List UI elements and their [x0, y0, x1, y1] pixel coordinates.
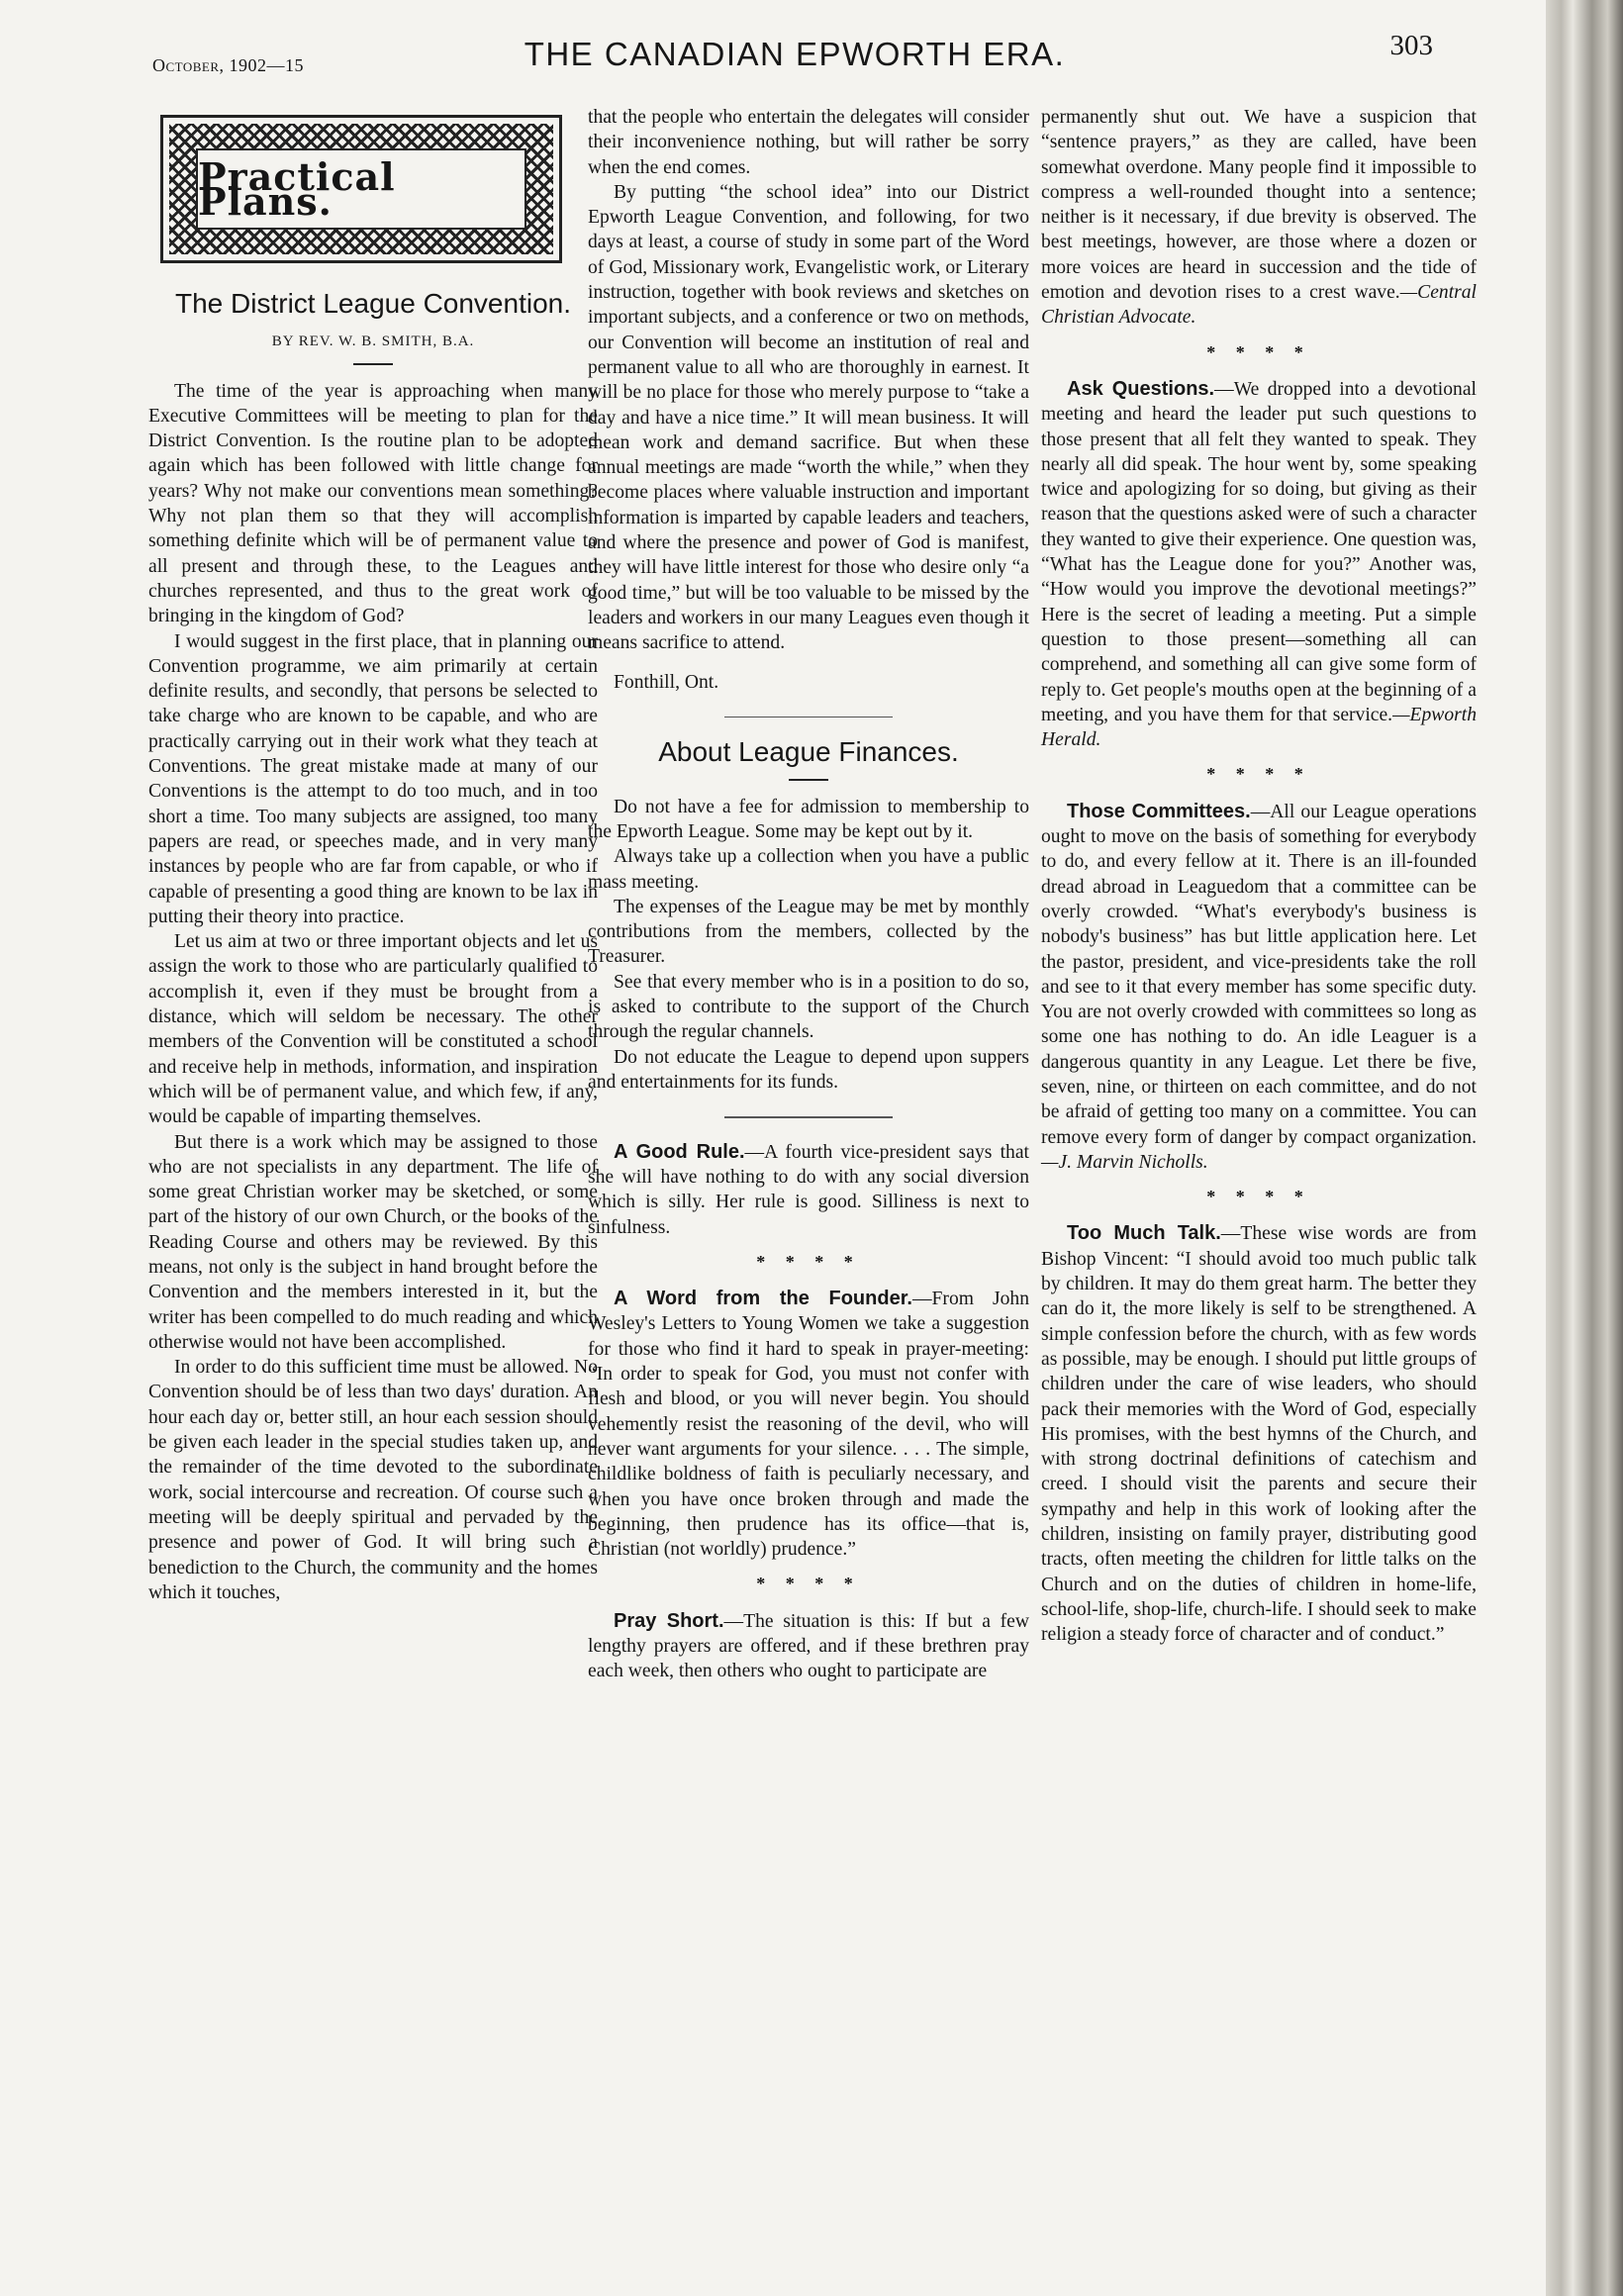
too-much-talk-title: Too Much Talk.	[1067, 1222, 1221, 1245]
convention-place: Fonthill, Ont.	[614, 671, 719, 693]
stars-divider: * * * *	[1206, 1187, 1311, 1207]
convention-paragraph: But there is a work which may be assigned to those who are not specialists in any department. The life of some great Christian worker may be sketched, or some part of the history of our own Church, or the books of the Reading Course and others may be reviewed. By this means, not only is the subject in hand brought before the Convention and the members interested in it, but the writer has been compelled to do much reading and which otherwise would not have been accomplished.	[148, 1131, 598, 1353]
column-2	[588, 105, 1029, 1684]
committees-credit: —J. Marvin Nicholls.	[1041, 1151, 1208, 1173]
founder-text: —From John Wesley's Letters to Young Women we take a suggestion for those who find it hard to speak in prayer-meeting: “In order to speak for God, you must not confer with flesh and blood, or you will never begin. You should vehemently resist the reasoning of the devil, who will never want arguments for your silence. . . . The simple, childlike boldness of faith is peculiarly necessary, and when you have once broken through and made the beginning, then prudence has its office—that is, Christian (not worldly) prudence.”	[588, 1289, 1030, 1561]
stars-divider: * * * *	[756, 1574, 861, 1594]
good-rule-text: —A fourth vice-president says that she will have nothing to do with any social diversion which is silly. Her rule is good. Silliness is next to sinfulness.	[588, 1141, 1029, 1238]
finances-paragraph: See that every member who is in a position to do so, is asked to contribute to the support of the Church through the regular channels.	[588, 971, 1029, 1043]
ask-questions-credit: —Epworth Herald.	[1041, 704, 1477, 751]
headline-rule	[789, 779, 828, 781]
page-header	[146, 30, 1443, 85]
finances-headline: About League Finances.	[658, 736, 959, 768]
stars-divider: * * * *	[1206, 341, 1311, 362]
convention-paragraph: The time of the year is approaching when many Executive Committees will be meeting to plan for the District Convention. Is the routine plan to be adopted again which has been followed with little change for years? Why not make our conventions mean something? Why not plan them so that they will accomplish something definite which will be of permanent value to all present and through these, to the Leagues and churches represented, and thus to the great work of bringing in the kingdom of God?	[148, 380, 598, 627]
book-page-edge	[1546, 0, 1623, 2296]
section-divider	[724, 1116, 893, 1118]
byline-rule	[353, 363, 393, 365]
finances-paragraph: The expenses of the League may be met by monthly contributions from the members, collected by the Treasurer.	[588, 896, 1029, 968]
convention-paragraph: In order to do this sufficient time must be allowed. No Convention should be of less than two days' duration. An hour each day or, better still, an hour each session should be given each leader in the special studies taken up, and the remainder of the time devoted to the subordinate work, social intercourse and recreation. Of course such a meeting will be deeply spiritual and pervaded by the presence and power of God. It will bring such a benediction to the Church, the community and the homes which it touches,	[148, 1357, 598, 1603]
column-3	[1041, 105, 1477, 1648]
page-number: 303	[1389, 30, 1433, 61]
committees-title: Those Committees.	[1067, 800, 1251, 822]
finances-paragraph: Do not have a fee for admission to membership to the Epworth League. Some may be kept out by it.	[588, 796, 1029, 842]
convention-paragraph: Let us aim at two or three important objects and let us assign the work to those who are particularly qualified to accomplish it, even if they must be brought from a distance, which will seldom be necessary. The other members of the Convention will be constituted a school and receive help in methods, information, and inspiration which will be of permanent value, and which few, if any, would be capable of imparting themselves.	[148, 931, 598, 1128]
pray-short-item	[588, 1609, 1029, 1684]
column-1	[148, 105, 598, 1605]
pray-short-credit: —Central Christian Advocate.	[1041, 282, 1477, 329]
committees-text: —All our League operations ought to move on the basis of something for everybody to do, and every fellow at it. There is an ill-founded dread abroad in Leaguedom that a committee can be overly crowded. “What's everybody's business is nobody's business” has but little application here. Let the pastor, president, and vice-presidents take the roll and see to it that every member has some specific duty. You are not overly crowded with committees so long as some one has nothing to do. An idle Leaguer is a dangerous quantity in any League. Let there be five, seven, nine, or thirteen on each committee, and do not be afraid of getting too many on a committee. You can remove every form of danger by compact organization.	[1041, 801, 1478, 1148]
journal-title: THE CANADIAN EPWORTH ERA.	[524, 36, 1066, 72]
committees-item	[1041, 800, 1477, 1175]
ask-questions-item	[1041, 377, 1477, 752]
convention-byline: BY REV. W. B. SMITH, B.A.	[271, 334, 475, 350]
pray-short-title: Pray Short.	[614, 1609, 724, 1632]
ask-questions-text: —We dropped into a devotional meeting and heard the leader put such questions to those present that all felt they wanted to speak. They nearly all did speak. The hour went by, some speaking twice and apologizing for so doing, but giving as their reason that the questions asked were of such a character they wanted to give their experience. One question was, “What has the League done for you?” Another was, “How would you improve the devotional meetings?” Here is the secret of leading a meeting. Put a simple question to those present—something all can comprehend, and something all can give some form of reply to. Get people's mouths open at the beginning of a meeting, and you have them for that service.	[1041, 378, 1477, 725]
ask-questions-title: Ask Questions.	[1067, 377, 1215, 400]
convention-continued: that the people who entertain the delegates will consider their inconvenience nothing, but will rather be sorry when the end comes.	[588, 107, 1029, 178]
banner-title: Practical Plans.	[196, 148, 526, 230]
finances-paragraph: Do not educate the League to depend upon suppers and entertainments for its funds.	[588, 1046, 1029, 1093]
good-rule-title: A Good Rule.	[614, 1140, 745, 1163]
founder-title: A Word from the Founder.	[614, 1288, 912, 1310]
section-divider	[724, 717, 893, 718]
convention-continued: By putting “the school idea” into our District Epworth League Convention, and following, for two days at least, a course of study in some part of the Word of God, Missionary work, Evangelistic work, or Literary instruction, together with book reviews and sketches on important subjects, and a conference or two on methods, our Convention will become an institution of real and permanent value to all who are thoroughly in earnest. It will be no place for those who merely purpose to “take a day and have a nice time.” It will mean business. It will mean work and demand sacrifice. But when these annual meetings are made “worth the while,” when they become places where valuable instruction and important information is imparted by capable leaders and teachers, and where the presence and power of God is manifest, they will have little interest for those who desire only “a good time,” but will be too valuable to be missed by the leaders and workers in our many Leagues even though it means sacrifice to attend.	[588, 181, 1029, 654]
section-banner	[160, 115, 562, 263]
pray-short-text: —The situation is this: If but a few lengthy prayers are offered, and if these brethren pray each week, then others who ought to participate are	[588, 1610, 1029, 1682]
stars-divider: * * * *	[1206, 764, 1311, 785]
too-much-talk-text: —These wise words are from Bishop Vincent: “I should avoid too much public talk by children. It may do them great harm. The better they can do it, the more likely is self to be strengthened. A simple confession before the church, with as few words as possible, may be enough. I should put little groups of children under the care of wise leaders, who should pack their memories with the Word of God, especially His promises, with the best hymns of the Church, and with strong doctrinal definitions of catechism and creed. I should visit the parents and secure their sympathy and help in this work of looking after the children, insisting on family prayer, distributing good tracts, often meeting the children for little talks on the Church and on the duties of children in home-life, school-life, shop-life, church-life. I should seek to make religion a steady force of character and of conduct.”	[1041, 1223, 1477, 1646]
convention-paragraph: I would suggest in the first place, that in planning our Convention programme, we aim primarily at certain definite results, and secondly, that persons be selected to take charge who are known to be capable, and who are practically carrying out in their work what they teach at Conventions. The great mistake made at many of our Conventions is the attempt to do too much, and in too short a time. Too many subjects are assigned, too many papers are read, or speeches made, and in very many instances by people who are far from capable, or who if capable of presenting a good thing are known to be lax in putting their theory into practice.	[148, 630, 598, 927]
pray-short-continued-text: permanently shut out. We have a suspicion that “sentence prayers,” as they are called, have been somewhat overdone. Many people find it impossible to compress a well-rounded thought into a sentence; neither is it necessary, if due brevity is observed. The best meetings, however, are those where a dozen or more voices are heard in succession and the tide of emotion and devotion rises to a crest wave.	[1041, 107, 1477, 304]
pray-short-continued	[1041, 105, 1477, 331]
too-much-talk-item	[1041, 1221, 1477, 1647]
founder-item	[588, 1287, 1029, 1562]
banner-ornament	[169, 124, 553, 254]
stars-divider: * * * *	[756, 1251, 861, 1272]
good-rule-item	[588, 1140, 1029, 1240]
convention-headline: The District League Convention.	[175, 288, 571, 319]
finances-paragraph: Always take up a collection when you have a public mass meeting.	[588, 846, 1029, 893]
issue-date: October, 1902—15	[152, 55, 305, 75]
